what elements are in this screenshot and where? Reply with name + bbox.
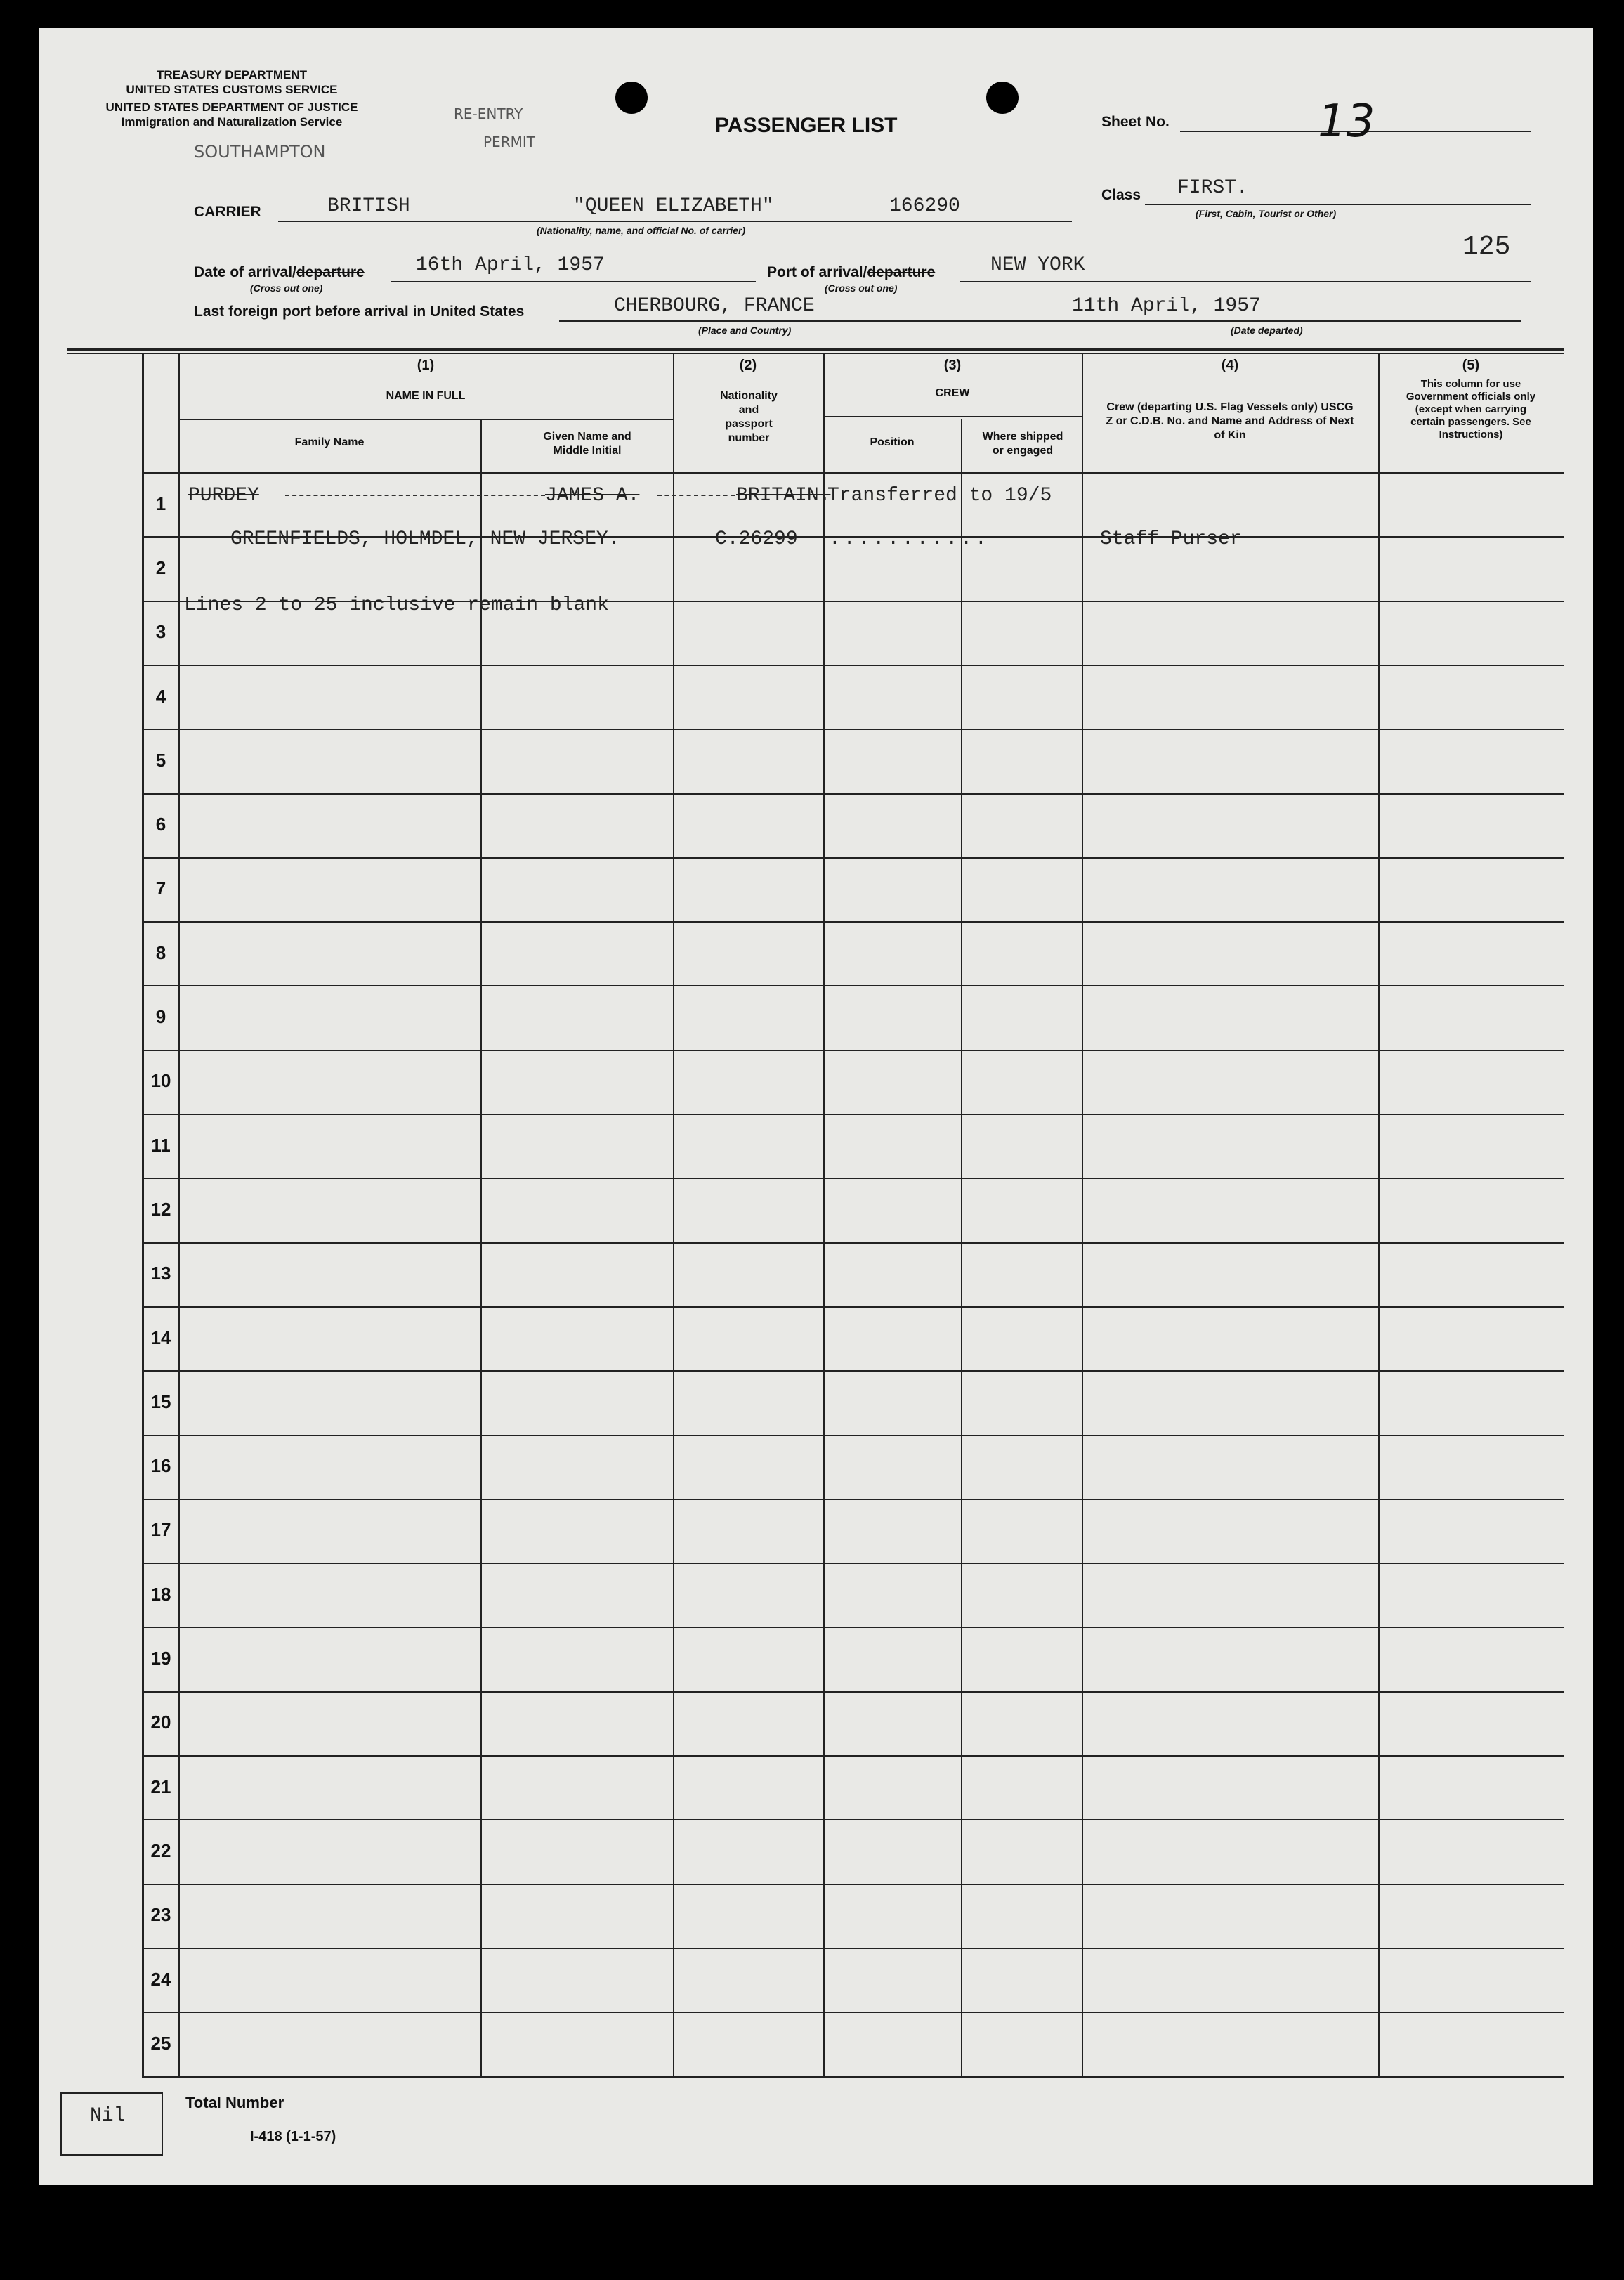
- punch-hole-left: [615, 82, 648, 114]
- foreign-port-caption: (Place and Country): [698, 325, 792, 336]
- foreign-date-value: 11th April, 1957: [1072, 295, 1261, 317]
- arrival-date-value: 16th April, 1957: [416, 254, 605, 276]
- row-number: 10: [150, 1070, 171, 1091]
- sheet-label: Sheet No.: [1101, 114, 1170, 130]
- row-divider: [142, 1178, 1564, 1179]
- row-divider: [142, 2012, 1564, 2013]
- carrier-underline: [278, 221, 1072, 222]
- col1b-header: Given Name and Middle Initial: [543, 431, 631, 457]
- col2-number: (2): [739, 358, 757, 373]
- foreign-date-underline: [1054, 320, 1521, 322]
- row-number: 9: [155, 1006, 166, 1027]
- row-number: 22: [150, 1840, 171, 1861]
- arrival-date-caption: (Cross out one): [250, 282, 323, 294]
- row-number: 24: [150, 1969, 171, 1990]
- header-bottom-rule: [142, 472, 1564, 474]
- row-divider: [142, 1819, 1564, 1820]
- passenger-list-page: [39, 28, 1593, 2185]
- page-number: 125: [1462, 232, 1511, 262]
- col3b-header: Where shipped or engaged: [982, 431, 1063, 457]
- arrival-port-underline: [960, 281, 1531, 282]
- row-divider: [142, 1370, 1564, 1372]
- row-number: 13: [150, 1263, 171, 1284]
- row-divider: [142, 985, 1564, 986]
- col-family-divider: [480, 419, 482, 2077]
- row-number: 1: [155, 493, 166, 514]
- row1-given-name: JAMES A.: [545, 485, 640, 507]
- handwritten-reentry: RE-ENTRY: [454, 105, 523, 122]
- row-number: 12: [150, 1199, 171, 1220]
- sheet-number: 13: [1318, 96, 1375, 148]
- class-caption: (First, Cabin, Tourist or Other): [1196, 208, 1337, 219]
- col2-title: Nationality and passport number: [720, 390, 778, 444]
- row-divider: [142, 1691, 1564, 1693]
- row-number: 20: [150, 1712, 171, 1733]
- foreign-port-underline: [559, 320, 1076, 322]
- row-number: 14: [150, 1327, 171, 1348]
- arrival-date-label-text: Date of arrival/: [194, 264, 296, 280]
- handwritten-southampton: SOUTHAMPTON: [194, 142, 326, 162]
- arrival-date-label: [194, 264, 365, 281]
- class-value: FIRST.: [1177, 177, 1248, 199]
- col4-title: Crew (departing U.S. Flag Vessels only) USCG Z or C.D.B. No. and Name and Address of Next of Kin: [1106, 401, 1354, 441]
- carrier-official-no: 166290: [889, 195, 960, 217]
- carrier-label: CARRIER: [194, 204, 261, 220]
- arrival-port-label: [767, 264, 935, 281]
- foreign-date-caption: (Date departed): [1231, 325, 1303, 336]
- row-number: 19: [150, 1648, 171, 1669]
- class-underline: [1145, 204, 1531, 205]
- row-divider: [142, 1884, 1564, 1885]
- arrival-date-underline: [391, 281, 756, 282]
- row-divider: [142, 1948, 1564, 1949]
- col3-col4-divider: [1082, 353, 1083, 2077]
- rownum-divider: [178, 353, 180, 2077]
- row-number: 6: [155, 814, 166, 835]
- col1a-header: Family Name: [294, 436, 365, 448]
- row-number: 25: [150, 2033, 171, 2054]
- row-number: 7: [155, 878, 166, 899]
- arrival-date-struck: departure: [296, 264, 365, 280]
- row-number: 5: [155, 750, 166, 771]
- subheader-rule-col1: [178, 419, 673, 420]
- row1-nationality: BRITAIN.: [736, 485, 831, 507]
- col3-title: CREW: [935, 387, 970, 399]
- arrival-port-label-text: Port of arrival/: [767, 264, 867, 280]
- subheader-rule-col3: [823, 416, 1082, 417]
- col5-number: (5): [1462, 358, 1480, 373]
- row-divider: [142, 1114, 1564, 1115]
- foreign-port-value: CHERBOURG, FRANCE: [614, 295, 815, 317]
- row-divider: [142, 1050, 1564, 1051]
- row-number: 21: [150, 1776, 171, 1797]
- handwritten-permit: PERMIT: [483, 133, 535, 150]
- col5-title: This column for use Government officials only (except when carrying certain passengers. See Instructions): [1406, 378, 1536, 441]
- col4-number: (4): [1221, 358, 1239, 373]
- total-label: Total Number: [185, 2094, 284, 2111]
- row-number: 18: [150, 1584, 171, 1605]
- row-number: 15: [150, 1391, 171, 1412]
- row-number: 3: [155, 621, 166, 642]
- row-number: 17: [150, 1519, 171, 1540]
- row1-note: Transferred to 19/5: [827, 485, 1052, 507]
- row-number: 11: [151, 1135, 171, 1156]
- row-divider: [142, 665, 1564, 666]
- row1-address: GREENFIELDS, HOLMDEL, NEW JERSEY.: [230, 528, 620, 550]
- row-divider: [142, 857, 1564, 859]
- row2-note: Lines 2 to 25 inclusive remain blank: [184, 594, 609, 616]
- carrier-nationality: BRITISH: [327, 195, 410, 217]
- table-top-rule-2: [67, 353, 1564, 354]
- row1-passport: C.26299: [715, 528, 798, 550]
- row-divider: [142, 1755, 1564, 1757]
- row-divider: [142, 1499, 1564, 1500]
- class-label: Class: [1101, 187, 1141, 203]
- punch-hole-right: [986, 82, 1019, 114]
- arrival-port-struck: departure: [867, 264, 936, 280]
- table-bottom-rule: [142, 2076, 1564, 2078]
- col1-col2-divider: [673, 353, 674, 2077]
- row-divider: [142, 1242, 1564, 1244]
- page-title: PASSENGER LIST: [715, 114, 898, 137]
- row-divider: [142, 1435, 1564, 1436]
- agency-line-4: Immigration and Naturalization Service: [121, 115, 343, 129]
- row1-family-name: PURDEY: [188, 485, 259, 507]
- row-divider: [142, 1306, 1564, 1308]
- row1-given-dashes: [657, 495, 735, 496]
- carrier-caption: (Nationality, name, and official No. of carrier): [537, 225, 746, 236]
- col4-col5-divider: [1378, 353, 1380, 2077]
- agency-line-2: UNITED STATES CUSTOMS SERVICE: [126, 83, 338, 96]
- agency-line-1: TREASURY DEPARTMENT: [156, 68, 308, 82]
- row-divider: [142, 921, 1564, 923]
- row-number: 16: [150, 1455, 171, 1476]
- nil-value: Nil: [90, 2105, 126, 2127]
- row-number: 23: [150, 1904, 171, 1925]
- col3-inner-divider: [961, 419, 962, 2077]
- row-divider: [142, 1563, 1564, 1564]
- arrival-port-caption: (Cross out one): [825, 282, 898, 294]
- agency-line-3: UNITED STATES DEPARTMENT OF JUSTICE: [105, 100, 358, 114]
- row-number: 8: [155, 942, 166, 963]
- row1-family-dashes: [285, 495, 545, 496]
- row-divider: [142, 793, 1564, 795]
- foreign-port-label: Last foreign port before arrival in United States: [194, 304, 525, 320]
- row1-dots: ...........: [829, 528, 990, 550]
- col1-number: (1): [417, 358, 435, 373]
- arrival-port-value: NEW YORK: [990, 254, 1085, 276]
- col3-number: (3): [943, 358, 962, 373]
- table-top-rule: [67, 348, 1564, 351]
- form-number: I-418 (1-1-57): [250, 2129, 336, 2144]
- row-divider: [142, 729, 1564, 730]
- row-number: 4: [155, 686, 166, 707]
- row1-position: Staff Purser: [1100, 528, 1242, 550]
- row-divider: [142, 1627, 1564, 1628]
- row-number: 2: [155, 557, 166, 578]
- carrier-name: "QUEEN ELIZABETH": [573, 195, 774, 217]
- col3a-header: Position: [870, 436, 915, 448]
- agency-block: [84, 67, 379, 129]
- col1-title: NAME IN FULL: [386, 390, 466, 402]
- col2-col3-divider: [823, 353, 825, 2077]
